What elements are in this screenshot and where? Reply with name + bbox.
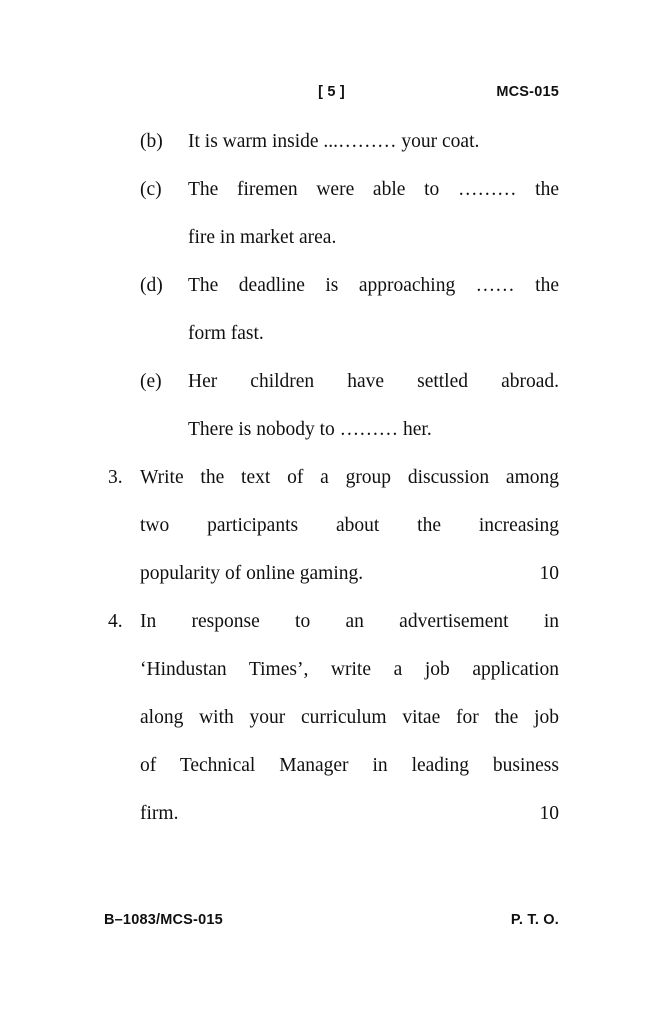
question-marker: (c) xyxy=(140,179,162,200)
question-line: In response to an advertisement in xyxy=(140,611,559,632)
question-line: two participants about the increasing xyxy=(140,515,559,536)
question-line: The deadline is approaching …… the xyxy=(188,275,559,296)
booklet-code: B–1083/MCS-015 xyxy=(104,912,223,928)
page-footer xyxy=(104,912,559,934)
question-line: It is warm inside ...……… your coat. xyxy=(188,131,480,152)
question-line: ‘Hindustan Times’, write a job application xyxy=(140,659,559,680)
question-line: of Technical Manager in leading business xyxy=(140,755,559,776)
question-text xyxy=(188,118,559,166)
question-list xyxy=(0,118,663,838)
paper-code: MCS-015 xyxy=(496,84,559,100)
question-text xyxy=(188,262,559,358)
question-block xyxy=(0,166,663,262)
question-marker: (d) xyxy=(140,275,163,296)
question-line: 10 firm. xyxy=(140,790,559,838)
question-line: 10 popularity of online gaming. xyxy=(140,550,559,598)
question-marks: 10 xyxy=(539,803,559,824)
question-text xyxy=(188,166,559,262)
question-marks: 10 xyxy=(539,563,559,584)
question-line: There is nobody to ……… her. xyxy=(188,419,432,440)
question-block xyxy=(0,262,663,358)
question-line: Write the text of a group discussion among xyxy=(140,467,559,488)
page-header xyxy=(104,84,559,106)
question-block xyxy=(0,598,663,838)
question-line: Her children have settled abroad. xyxy=(188,371,559,392)
question-marker: 4. xyxy=(108,611,123,632)
question-block xyxy=(0,358,663,454)
question-block xyxy=(0,118,663,166)
question-line: along with your curriculum vitae for the job xyxy=(140,707,559,728)
turn-over-note: P. T. O. xyxy=(510,912,559,928)
page-number: [ 5 ] xyxy=(318,84,345,100)
question-marker: (b) xyxy=(140,131,163,152)
question-text xyxy=(140,454,559,598)
question-block xyxy=(0,454,663,598)
question-marker: (e) xyxy=(140,371,162,392)
question-line: The firemen were able to ……… the xyxy=(188,179,559,200)
question-line: form fast. xyxy=(188,323,264,344)
question-text xyxy=(188,358,559,454)
question-marker: 3. xyxy=(108,467,123,488)
question-text xyxy=(140,598,559,838)
question-line: fire in market area. xyxy=(188,227,337,248)
